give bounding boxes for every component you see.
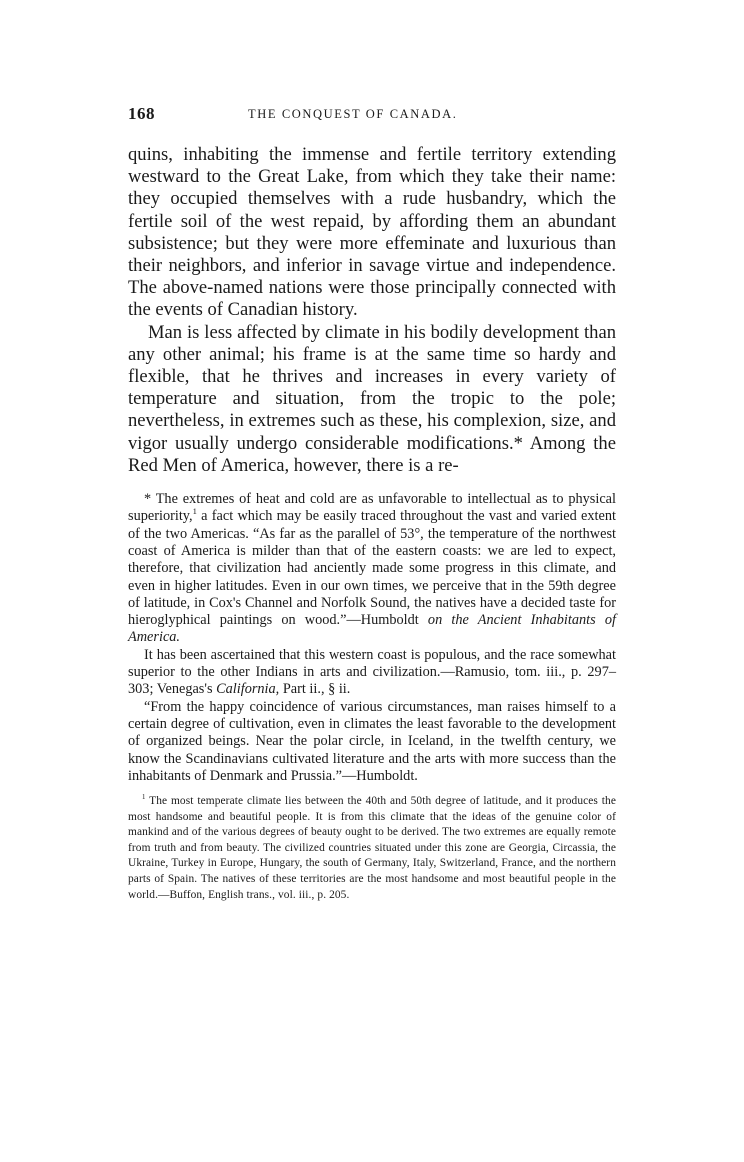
- footnote-text: * The extremes of heat and cold are as unfavorable to intellectual as to physical superiority,: [128, 491, 616, 525]
- book-page: [128, 104, 616, 903]
- footnote: [128, 491, 616, 785]
- footnote-paragraph-1: [128, 491, 616, 647]
- footnote-italic-title: on the Ancient Inhabitants of America.: [128, 612, 616, 646]
- sub-footnote-paragraph: [128, 794, 616, 903]
- footnote-text: Part ii., § ii.: [279, 681, 351, 698]
- body-text: [128, 144, 616, 477]
- footnote-reference-marker: 1: [192, 506, 197, 517]
- footnote-paragraph-3: “From the happy coincidence of various circumstances, man raises himself to a certain degree of cultivation, even in climates the least favorable to the development of organized beings. Near the polar circle, in Iceland, in the twelfth century, we know the Scandinavians cultivated literature and the arts with more success than the inhabitants of Denmark and Prussia.”—Humboldt.: [128, 698, 616, 784]
- body-paragraph-1: quins, inhabiting the immense and fertile territory extending westward to the Great Lake, from which they take their name: they occupied themselves with a rude husbandry, which the fertile soil of the west repaid, by affording them an abundant subsistence; but they were more effeminate and luxurious than their neighbors, and inferior in savage virtue and independence. The above-named nations were those principally connected with the events of Canadian history.: [128, 144, 616, 321]
- sub-footnote: [128, 794, 616, 903]
- sub-footnote-text: The most temperate climate lies between the 40th and 50th degree of latitude, and it produces the most handsome and beautiful people. It is from this climate that the ideas of the genuine color of mankind and of the various degrees of beauty ought to be derived. The two extremes are equally remote from truth and from beauty. The civilized countries situated under this zone are Georgia, Circassia, the Ukraine, Turkey in Europe, Hungary, the south of Germany, Italy, Switzerland, France, and the northern parts of Spain. The natives of these territories are the most handsome and most beautiful people in the world.—Buffon, English trans., vol. iii., p. 205.: [128, 795, 616, 901]
- body-paragraph-2: Man is less affected by climate in his bodily development than any other animal; his frame is at the same time so hardy and flexible, that he thrives and increases in every variety of temperature and situation, from the tropic to the pole; nevertheless, in extremes such as these, his complexion, size, and vigor usually undergo considerable modifications.* Among the Red Men of America, however, there is a re-: [128, 321, 616, 476]
- footnote-italic-title: California,: [216, 681, 280, 698]
- sub-footnote-marker: 1: [142, 794, 146, 802]
- running-title: THE CONQUEST OF CANADA.: [248, 107, 458, 121]
- footnote-text: a fact which may be easily traced throughout the vast and varied extent of the two Americas. “As far as the parallel of 53°, the temperature of the northwest coast of America is milder than that of the eastern coasts: we are led to expect, therefore, that civilization had anciently made some progress in this climate, and even in higher latitudes. Even in our own times, we perceive that in the 59th degree of latitude, in Cox's Channel and Norfolk Sound, the natives have a decided taste for hieroglyphical paintings on wood.”—Humboldt: [128, 508, 616, 629]
- footnote-paragraph-2: [128, 647, 616, 699]
- page-number: 168: [128, 104, 155, 123]
- footnote-text: It has been ascertained that this western coast is populous, and the race somewhat superior to the other Indians in arts and civilization.—Ramusio, tom. iii., p. 297–303; Venegas's: [128, 646, 616, 698]
- running-head: [128, 104, 616, 130]
